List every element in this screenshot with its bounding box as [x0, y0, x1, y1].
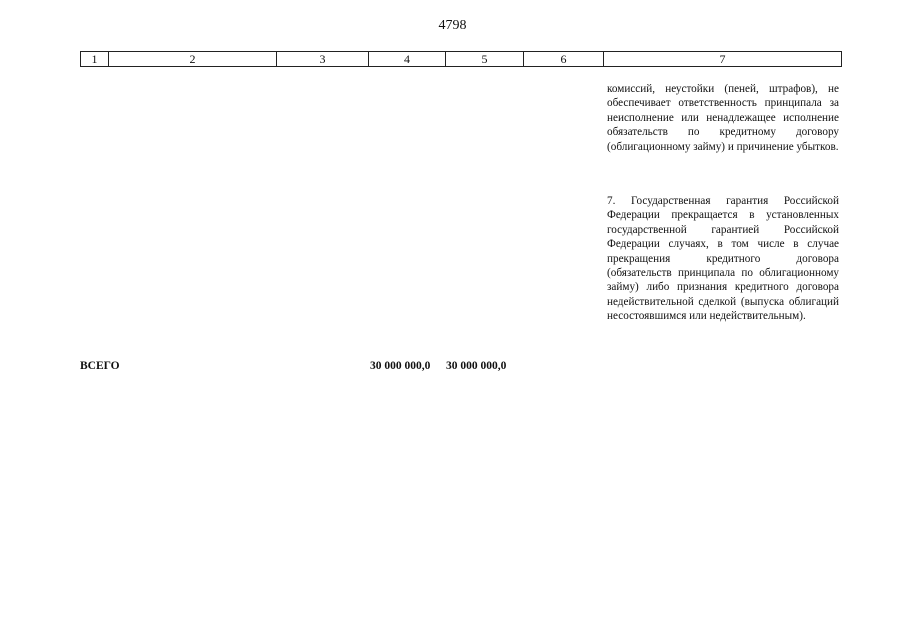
total-value-column-4: 30 000 000,0 [370, 360, 431, 372]
column-number-2: 2 [109, 52, 277, 66]
column-number-7: 7 [719, 52, 726, 66]
column-number-1: 1 [81, 52, 109, 66]
table-column-numbers-row [80, 51, 842, 67]
column-number-3: 3 [277, 52, 369, 66]
column-number-5: 5 [446, 52, 524, 66]
total-value-column-5: 30 000 000,0 [446, 360, 507, 372]
column-7-paragraph-termination: 7. Государственная гарантия Российской Федерации прекращается в установленных государственной гарантией Российской Федерации случаях, в том числе в случае прекращения кредитного договора (обязательств принципала по облигационному займу) либо признания кредитного договора недействительной сделкой (выпуска облигаций несостоявшимся или недействительным). [607, 195, 839, 323]
total-row [80, 360, 842, 376]
page-number: 4798 [438, 18, 467, 33]
column-number-6: 6 [524, 52, 604, 66]
total-label: ВСЕГО [80, 360, 120, 372]
column-number-4: 4 [369, 52, 446, 66]
column-7-paragraph-continuation: комиссий, неустойки (пеней, штрафов), не обеспечивает ответственность принципала за неисполнение или ненадлежащее исполнение обязательств по кредитному договору (облигационному займу) и причинение убытков. [607, 83, 839, 153]
